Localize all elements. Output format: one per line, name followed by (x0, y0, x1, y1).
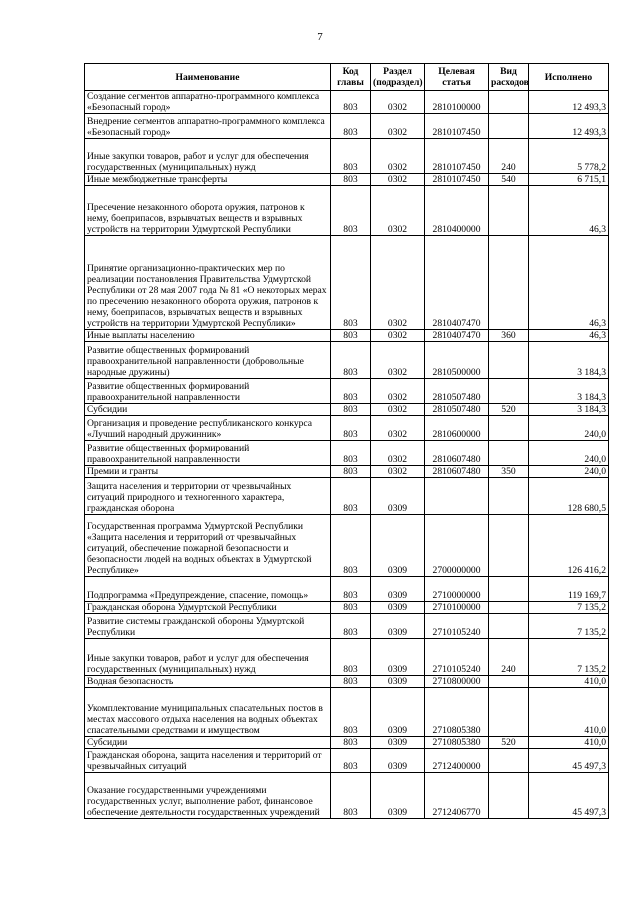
row-name: Защита населения и территории от чрезвычайных ситуаций природного и техногенного характера, гражданская оборона (85, 478, 331, 515)
row-name: Укомплектование муниципальных спасательных постов в местах массового отдыха населения на водных объектах спасательными средствами и имуществом (85, 688, 331, 737)
row-section: 0302 (371, 416, 425, 441)
row-code: 803 (331, 416, 371, 441)
row-exp-type: 350 (489, 466, 529, 478)
row-name: Государственная программа Удмуртской Республики «Защита населения и территорий от чрезвычайных ситуаций, обеспечение пожарной безопасности и безопасности людей на водных объектах в Удмуртской Республике» (85, 515, 331, 577)
table-row (85, 577, 609, 602)
row-name: Премии и гранты (85, 466, 331, 478)
row-name: Развитие общественных формирований правоохранительной направленности (85, 379, 331, 404)
row-code: 803 (331, 236, 371, 330)
row-section: 0302 (371, 441, 425, 466)
row-amount: 240,0 (529, 466, 609, 478)
row-code: 803 (331, 614, 371, 639)
row-name: Субсидии (85, 404, 331, 416)
row-code: 803 (331, 139, 371, 174)
row-code: 803 (331, 91, 371, 114)
row-exp-type (489, 773, 529, 819)
row-article: 2810100000 (425, 91, 489, 114)
row-code: 803 (331, 749, 371, 773)
row-exp-type (489, 186, 529, 236)
table-row (85, 639, 609, 676)
row-article: 2710105240 (425, 614, 489, 639)
row-article: 2810107450 (425, 114, 489, 139)
row-code: 803 (331, 515, 371, 577)
row-article: 2700000000 (425, 515, 489, 577)
header-executed: Исполнено (529, 64, 609, 91)
row-exp-type (489, 614, 529, 639)
row-article: 2712400000 (425, 749, 489, 773)
row-section: 0309 (371, 602, 425, 614)
row-article: 2710000000 (425, 577, 489, 602)
row-code: 803 (331, 330, 371, 342)
row-exp-type (489, 114, 529, 139)
table-row (85, 139, 609, 174)
row-amount: 3 184,3 (529, 379, 609, 404)
table-row (85, 404, 609, 416)
row-article: 2810507480 (425, 379, 489, 404)
row-code: 803 (331, 186, 371, 236)
row-code: 803 (331, 639, 371, 676)
row-name: Пресечение незаконного оборота оружия, патронов к нему, боеприпасов, взрывчатых веществ и взрывных устройств на территории Удмуртской Республики (85, 186, 331, 236)
row-article: 2712406770 (425, 773, 489, 819)
row-name: Развитие системы гражданской обороны Удмуртской Республики (85, 614, 331, 639)
row-name: Организация и проведение республиканского конкурса «Лучший народный дружинник» (85, 416, 331, 441)
row-exp-type: 240 (489, 639, 529, 676)
row-section: 0309 (371, 614, 425, 639)
row-code: 803 (331, 737, 371, 749)
row-article: 2710800000 (425, 676, 489, 688)
table-row (85, 614, 609, 639)
row-article: 2710805380 (425, 737, 489, 749)
row-exp-type (489, 91, 529, 114)
table-row (85, 515, 609, 577)
row-amount: 6 715,1 (529, 174, 609, 186)
row-name: Оказание государственными учреждениями государственных услуг, выполнение работ, финансовое обеспечение деятельности государственных учреждений (85, 773, 331, 819)
row-amount: 126 416,2 (529, 515, 609, 577)
row-section: 0309 (371, 639, 425, 676)
row-amount: 3 184,3 (529, 342, 609, 379)
row-exp-type (489, 379, 529, 404)
budget-table (84, 63, 609, 819)
row-name: Иные закупки товаров, работ и услуг для обеспечения государственных (муниципальных) нужд (85, 639, 331, 676)
table-row (85, 174, 609, 186)
row-article: 2710105240 (425, 639, 489, 676)
row-section: 0302 (371, 236, 425, 330)
row-article: 2810600000 (425, 416, 489, 441)
row-amount: 12 493,3 (529, 91, 609, 114)
row-article: 2810407470 (425, 330, 489, 342)
row-amount: 7 135,2 (529, 639, 609, 676)
row-name: Принятие организационно-практических мер по реализации постановления Правительства Удмуртской Республики от 28 мая 2007 года № 81 «О некоторых мерах по пресечению незаконного оборота оружия, патронов к нему, боеприпасов, взрывчатых веществ и взрывных устройств на территории Удмуртской Республики» (85, 236, 331, 330)
row-name: Гражданская оборона Удмуртской Республики (85, 602, 331, 614)
row-section: 0309 (371, 773, 425, 819)
row-code: 803 (331, 577, 371, 602)
row-name: Подпрограмма «Предупреждение, спасение, помощь» (85, 577, 331, 602)
row-article: 2810400000 (425, 186, 489, 236)
table-row (85, 342, 609, 379)
table-row (85, 688, 609, 737)
row-article: 2810607480 (425, 466, 489, 478)
row-article: 2810107450 (425, 139, 489, 174)
row-amount: 128 680,5 (529, 478, 609, 515)
row-section: 0302 (371, 174, 425, 186)
row-article: 2810607480 (425, 441, 489, 466)
table-row (85, 441, 609, 466)
row-name: Внедрение сегментов аппаратно-программного комплекса «Безопасный город» (85, 114, 331, 139)
row-amount: 45 497,3 (529, 773, 609, 819)
row-code: 803 (331, 379, 371, 404)
row-amount: 46,3 (529, 330, 609, 342)
table-row (85, 236, 609, 330)
table-row (85, 466, 609, 478)
row-section: 0302 (371, 91, 425, 114)
header-name: Наименование (85, 64, 331, 91)
row-amount: 46,3 (529, 236, 609, 330)
row-section: 0302 (371, 342, 425, 379)
row-name: Иные закупки товаров, работ и услуг для обеспечения государственных (муниципальных) нужд (85, 139, 331, 174)
row-exp-type (489, 478, 529, 515)
table-row (85, 478, 609, 515)
header-section: Раздел (подраздел) (371, 64, 425, 91)
row-exp-type (489, 416, 529, 441)
row-exp-type (489, 342, 529, 379)
table-row (85, 379, 609, 404)
row-name: Иные межбюджетные трансферты (85, 174, 331, 186)
table-row (85, 186, 609, 236)
row-code: 803 (331, 441, 371, 466)
row-section: 0309 (371, 577, 425, 602)
row-exp-type: 360 (489, 330, 529, 342)
row-exp-type (489, 749, 529, 773)
row-name: Создание сегментов аппаратно-программного комплекса «Безопасный город» (85, 91, 331, 114)
row-section: 0309 (371, 737, 425, 749)
row-code: 803 (331, 602, 371, 614)
row-amount: 240,0 (529, 441, 609, 466)
row-amount: 240,0 (529, 416, 609, 441)
row-exp-type (489, 441, 529, 466)
row-section: 0309 (371, 749, 425, 773)
row-amount: 119 169,7 (529, 577, 609, 602)
row-code: 803 (331, 773, 371, 819)
row-section: 0309 (371, 478, 425, 515)
row-article: 2810107450 (425, 174, 489, 186)
row-amount: 12 493,3 (529, 114, 609, 139)
row-code: 803 (331, 404, 371, 416)
row-code: 803 (331, 688, 371, 737)
table-row (85, 330, 609, 342)
row-amount: 45 497,3 (529, 749, 609, 773)
row-amount: 7 135,2 (529, 602, 609, 614)
row-exp-type (489, 602, 529, 614)
row-exp-type: 540 (489, 174, 529, 186)
row-exp-type: 520 (489, 737, 529, 749)
row-amount: 5 778,2 (529, 139, 609, 174)
row-name: Развитие общественных формирований правоохранительной направленности (добровольные народные дружины) (85, 342, 331, 379)
row-exp-type (489, 577, 529, 602)
row-section: 0302 (371, 186, 425, 236)
row-amount: 7 135,2 (529, 614, 609, 639)
row-exp-type (489, 236, 529, 330)
row-amount: 46,3 (529, 186, 609, 236)
table-row (85, 676, 609, 688)
row-amount: 410,0 (529, 676, 609, 688)
row-name: Гражданская оборона, защита населения и территорий от чрезвычайных ситуаций (85, 749, 331, 773)
row-article: 2710805380 (425, 688, 489, 737)
row-name: Субсидии (85, 737, 331, 749)
row-code: 803 (331, 676, 371, 688)
row-exp-type (489, 676, 529, 688)
row-name: Развитие общественных формирований правоохранительной направленности (85, 441, 331, 466)
row-article: 2810407470 (425, 236, 489, 330)
row-code: 803 (331, 466, 371, 478)
row-article: 2810507480 (425, 404, 489, 416)
row-amount: 410,0 (529, 737, 609, 749)
table-row (85, 773, 609, 819)
row-section: 0302 (371, 404, 425, 416)
header-article: Целевая статья (425, 64, 489, 91)
row-section: 0302 (371, 139, 425, 174)
table-row (85, 749, 609, 773)
table-row (85, 416, 609, 441)
row-amount: 410,0 (529, 688, 609, 737)
row-article (425, 478, 489, 515)
row-article: 2710100000 (425, 602, 489, 614)
row-amount: 3 184,3 (529, 404, 609, 416)
row-exp-type (489, 515, 529, 577)
table-header-row (85, 64, 609, 91)
row-code: 803 (331, 478, 371, 515)
row-section: 0309 (371, 676, 425, 688)
header-exp-type: Вид расходов (489, 64, 529, 91)
table-row (85, 602, 609, 614)
row-exp-type: 520 (489, 404, 529, 416)
header-code: Код главы (331, 64, 371, 91)
row-exp-type (489, 688, 529, 737)
row-section: 0302 (371, 466, 425, 478)
row-code: 803 (331, 342, 371, 379)
row-code: 803 (331, 114, 371, 139)
row-section: 0302 (371, 114, 425, 139)
row-exp-type: 240 (489, 139, 529, 174)
table-row (85, 91, 609, 114)
row-section: 0309 (371, 515, 425, 577)
row-section: 0302 (371, 379, 425, 404)
row-article: 2810500000 (425, 342, 489, 379)
row-name: Иные выплаты населению (85, 330, 331, 342)
row-section: 0302 (371, 330, 425, 342)
row-name: Водная безопасность (85, 676, 331, 688)
page-number: 7 (317, 31, 323, 43)
table-row (85, 114, 609, 139)
row-section: 0309 (371, 688, 425, 737)
table-row (85, 737, 609, 749)
row-code: 803 (331, 174, 371, 186)
